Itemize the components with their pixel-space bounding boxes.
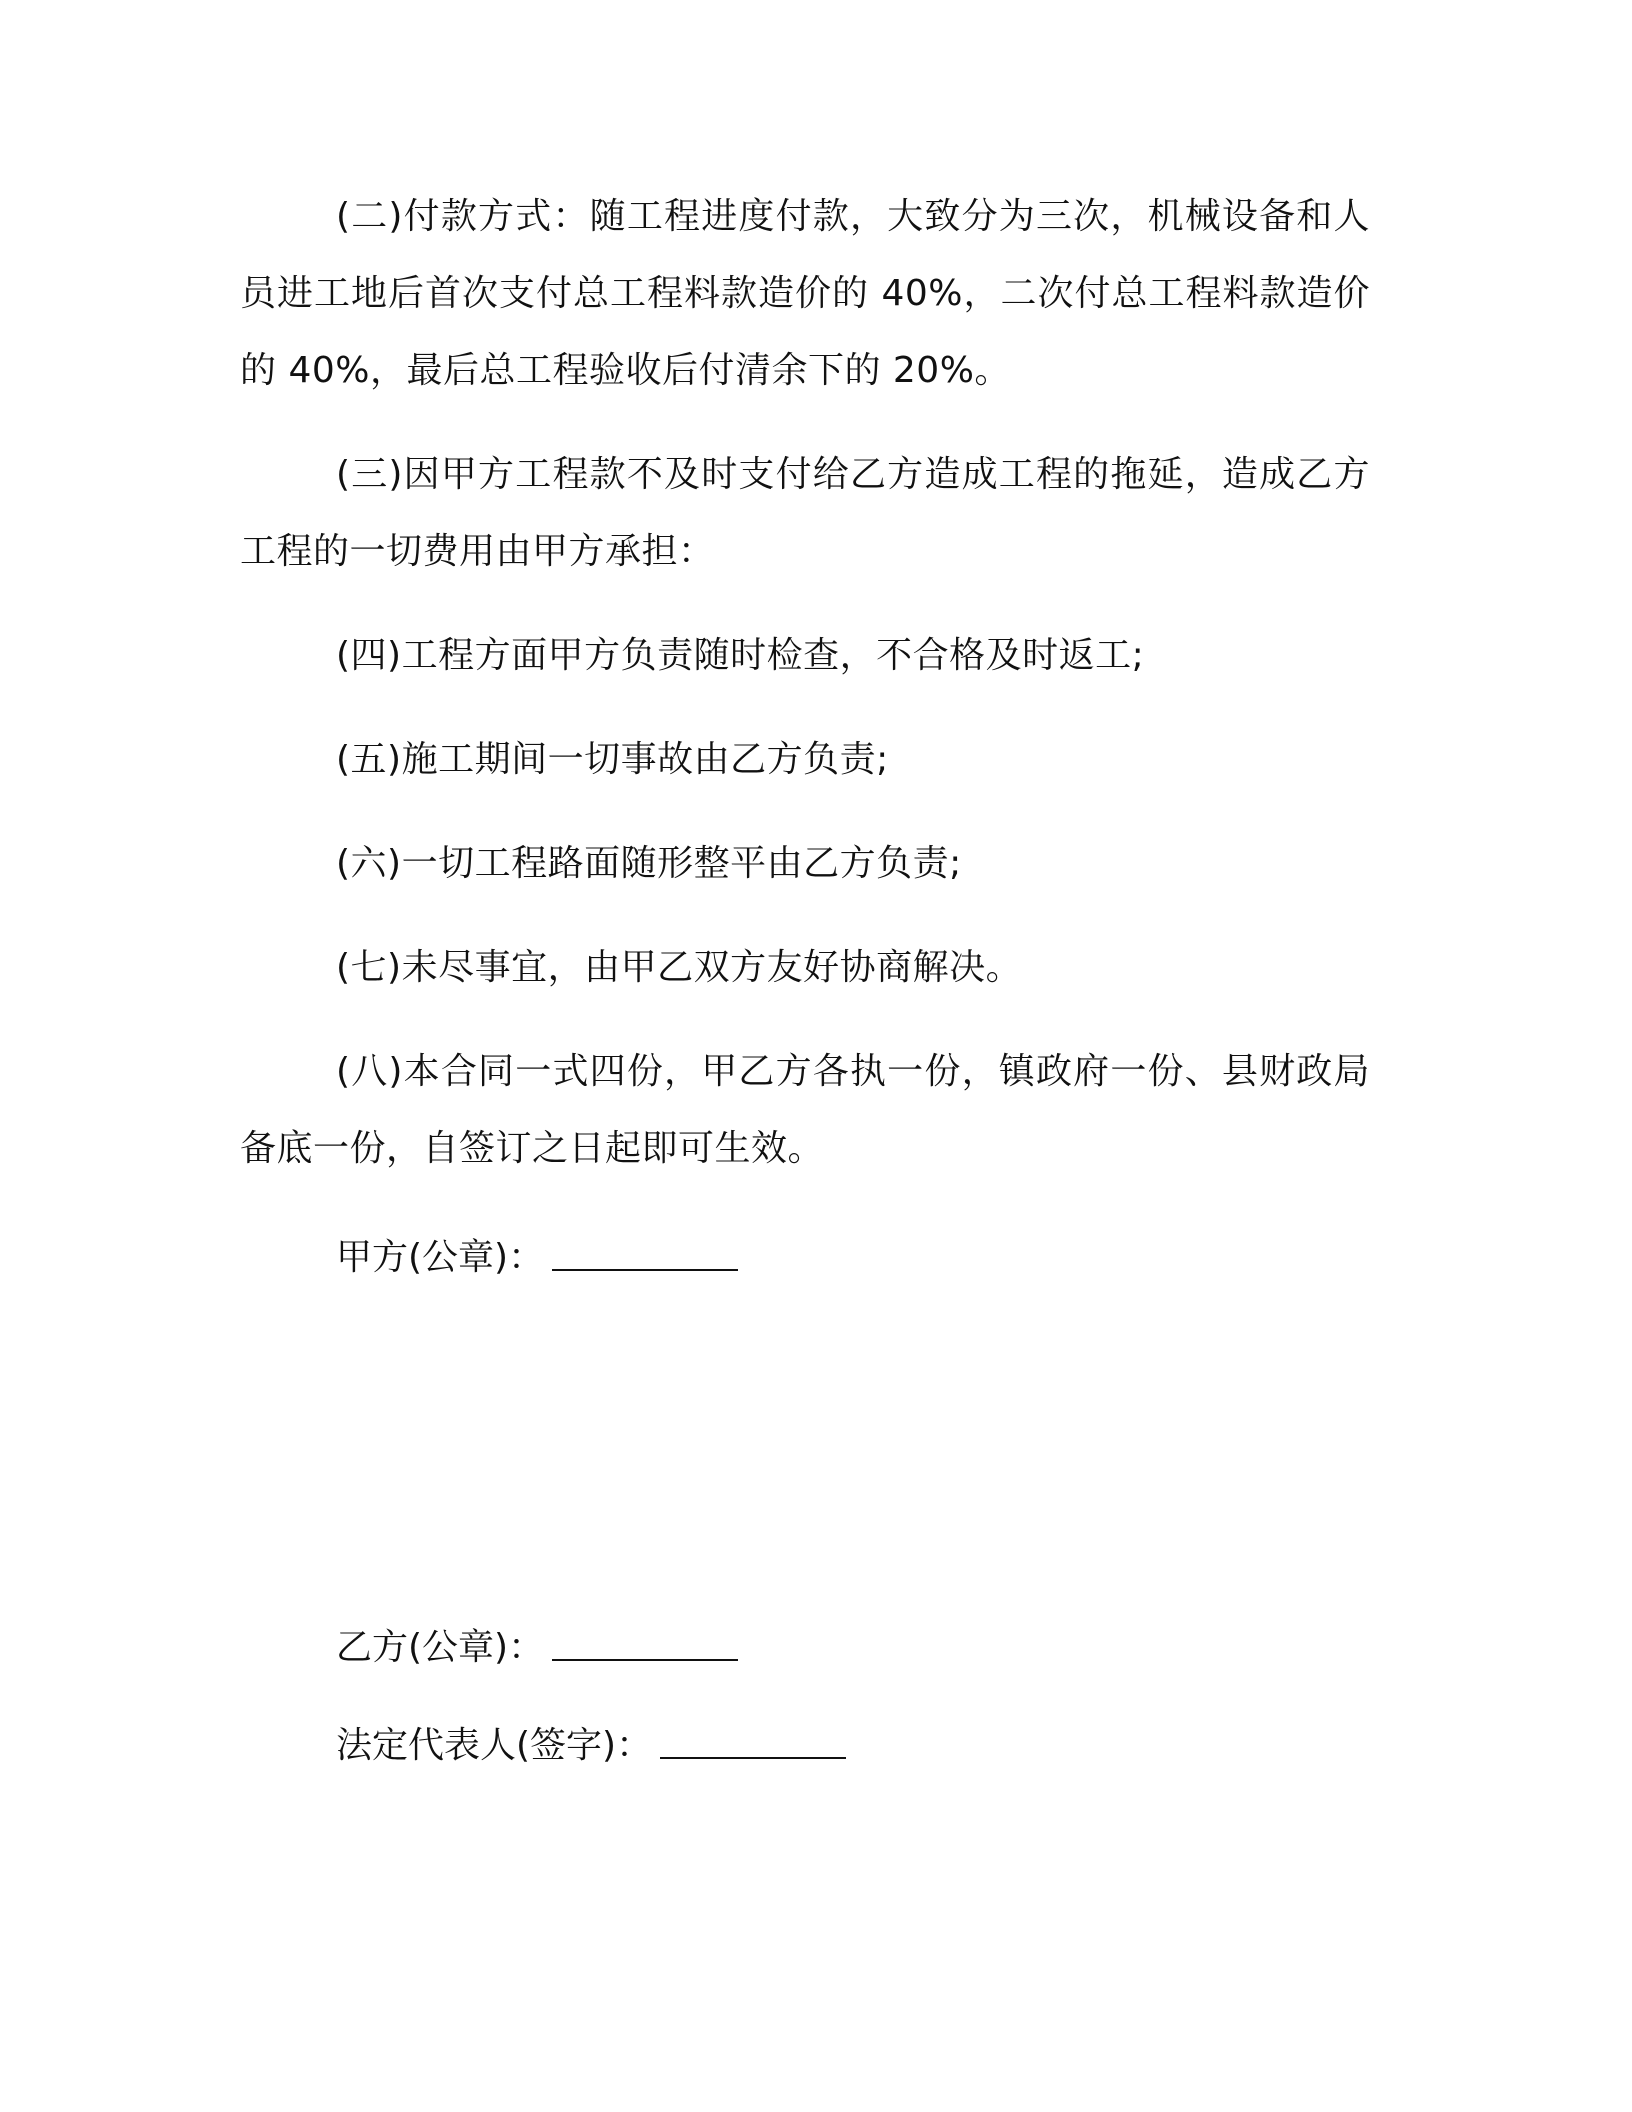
clause-payment-method: (二)付款方式：随工程进度付款，大致分为三次，机械设备和人员进工地后首次支付总工程料款造价的 40%，二次付总工程料款造价的 40%，最后总工程验收后付清余下的 20%。 xyxy=(240,196,1370,391)
clause-accident-liability: (五)施工期间一切事故由乙方负责; xyxy=(336,739,889,780)
legal-representative-label: 法定代表人(签字)： xyxy=(336,1725,653,1766)
legal-representative-line xyxy=(336,1707,846,1784)
party-b-seal-label: 乙方(公章)： xyxy=(336,1627,545,1668)
clause-unresolved-matters: (七)未尽事宜，由甲乙双方友好协商解决。 xyxy=(336,947,1023,988)
party-b-seal-line xyxy=(336,1609,738,1686)
party-a-seal-label: 甲方(公章)： xyxy=(336,1237,545,1278)
clause-copies-effective: (八)本合同一式四份，甲乙方各执一份，镇政府一份、县财政局备底一份，自签订之日起即可生效。 xyxy=(240,1051,1370,1169)
contract-body xyxy=(240,178,1370,1214)
clause-road-leveling: (六)一切工程路面随形整平由乙方负责; xyxy=(336,843,962,884)
clause-inspection: (四)工程方面甲方负责随时检查，不合格及时返工; xyxy=(336,635,1145,676)
party-b-seal-blank xyxy=(552,1659,738,1661)
legal-representative-blank xyxy=(660,1757,846,1759)
party-a-seal-line xyxy=(336,1219,738,1296)
clause-late-payment: (三)因甲方工程款不及时支付给乙方造成工程的拖延，造成乙方工程的一切费用由甲方承担： xyxy=(240,454,1370,572)
party-a-seal-blank xyxy=(552,1269,738,1271)
